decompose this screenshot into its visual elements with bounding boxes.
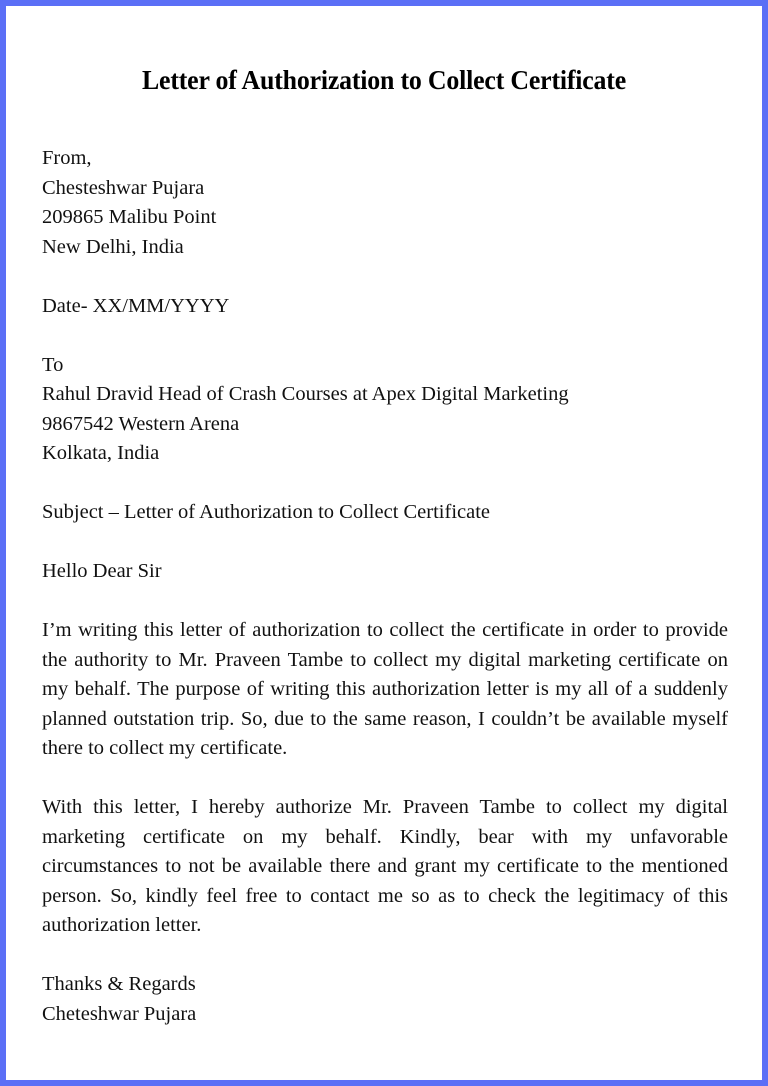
document-title: Letter of Authorization to Collect Certificate: [141, 64, 627, 95]
sender-address: 209865 Malibu Point: [42, 206, 217, 228]
spacer: [42, 764, 728, 794]
from-label: From,: [42, 147, 92, 169]
body-paragraph-1: I’m writing this letter of authorization to collect the certificate in order to provide the authority to Mr. Praveen Tambe to collect my digital marketing certificate on my behalf. The purpose of writing this authorization letter is my all of a suddenly planned outstation trip. So, due to the same reason, I couldn’t be available myself there to collect my certificate.: [42, 619, 728, 759]
recipient-address: 9867542 Western Arena: [42, 412, 240, 435]
letter-date: Date- XX/MM/YYYY: [42, 294, 230, 317]
spacer: [42, 469, 728, 499]
to-label: To: [42, 353, 64, 376]
letter-body: [42, 144, 728, 1029]
recipient-city: Kolkata, India: [42, 442, 160, 464]
closing: Thanks & Regards: [42, 973, 196, 995]
recipient-name: Rahul Dravid Head of Crash Courses at Apex Digital Marketing: [42, 383, 569, 405]
spacer: [42, 262, 728, 292]
spacer: [42, 321, 728, 351]
spacer: [42, 587, 728, 617]
sender-block: [42, 144, 728, 262]
spacer: [42, 941, 728, 971]
signature-name: Cheteshwar Pujara: [42, 1002, 197, 1025]
sender-name: Chesteshwar Pujara: [42, 176, 205, 199]
salutation: Hello Dear Sir: [42, 560, 162, 582]
recipient-block: [42, 351, 728, 469]
spacer: [42, 528, 728, 558]
subject-line: Subject – Letter of Authorization to Collect Certificate: [42, 501, 491, 523]
body-paragraph-2: With this letter, I hereby authorize Mr. Praveen Tambe to collect my digital marketing certificate on my behalf. Kindly, bear with my unfavorable circumstances to not be available there and grant my certificate to the mentioned person. So, kindly feel free to contact me so as to check the legitimacy of this authorization letter.: [42, 796, 728, 936]
sender-city: New Delhi, India: [42, 235, 184, 258]
